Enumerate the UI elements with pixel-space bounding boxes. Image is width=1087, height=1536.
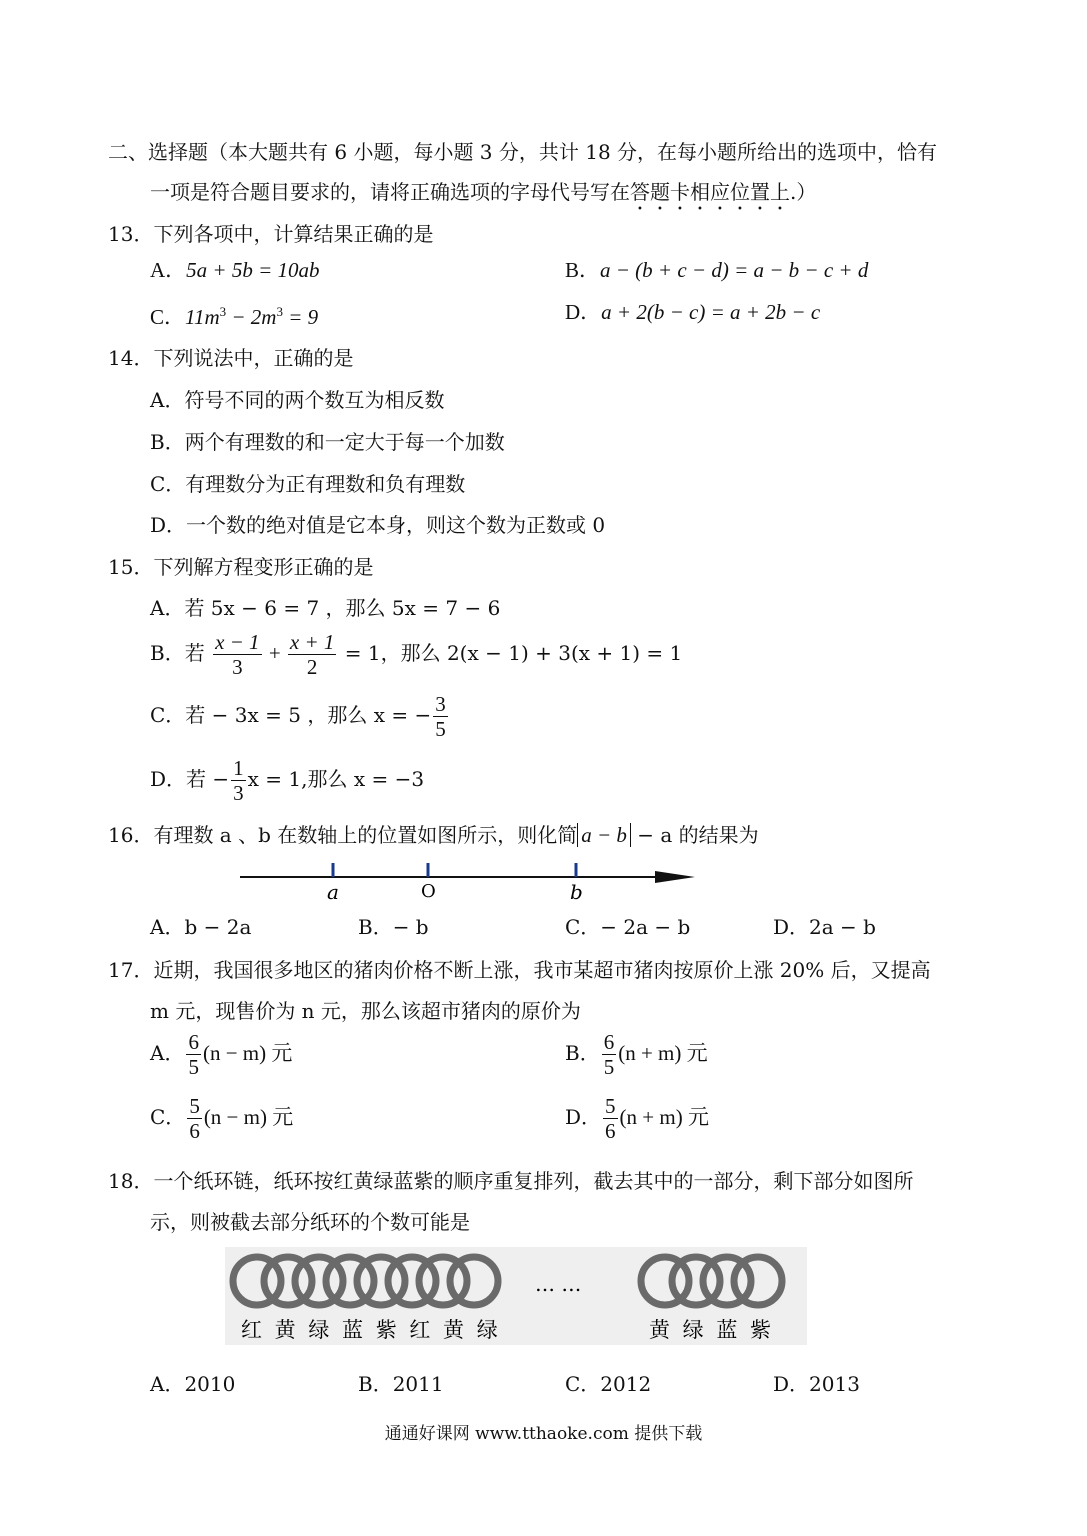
q16-absolute-value: a − b	[577, 823, 631, 847]
q15-b-den1: 3	[232, 655, 243, 679]
q15-b-den2: 2	[306, 655, 318, 679]
q13-option-c	[150, 300, 318, 329]
q17-c-suffix: (n − m) 元	[203, 1105, 294, 1129]
q15-d-den: 3	[233, 781, 244, 805]
q13-c-part1: 11m	[185, 305, 220, 329]
q15-c-prefix: C．若 − 3x = 5 ，那么 x = −	[150, 703, 432, 727]
q17-a-fraction	[186, 1030, 201, 1079]
q14-option-c: C．有理数分为正有理数和负有理数	[150, 472, 466, 496]
q17-b-suffix: (n + m) 元	[618, 1041, 708, 1065]
q18-option-b: B．2011	[358, 1372, 444, 1396]
q17-option-b	[565, 1030, 708, 1086]
q17-stem-line2: m 元，现售价为 n 元，那么该超市猪肉的原价为	[150, 999, 581, 1023]
q17-c-den: 6	[189, 1119, 200, 1143]
q13-a-label: A．	[150, 258, 187, 282]
q13-c-exp1: 3	[219, 304, 227, 319]
label-b: b	[570, 880, 583, 904]
q17-a-num: 6	[188, 1030, 199, 1054]
q17-a-den: 5	[188, 1055, 199, 1079]
q15-option-a: A．若 5x − 6 = 7 ，那么 5x = 7 − 6	[150, 596, 501, 620]
q17-b-fraction	[602, 1030, 617, 1079]
q15-b-num2: x + 1	[289, 630, 335, 654]
section-header-line1: 二、选择题（本大题共有 6 小题，每小题 3 分，共计 18 分，在每小题所给出的选项中，恰有	[108, 140, 938, 164]
q17-option-d	[565, 1094, 709, 1150]
chain-ellipsis: … …	[535, 1272, 582, 1296]
q13-c-part2: − 2m	[226, 305, 277, 329]
q15-b-fraction2	[288, 630, 337, 679]
q17-d-suffix: (n + m) 元	[619, 1105, 709, 1129]
q16-stem	[108, 823, 759, 847]
q16-option-c: C．− 2a − b	[565, 915, 691, 939]
chain-right-colors: 黄 绿 蓝 紫	[649, 1318, 775, 1342]
q13-option-b	[565, 258, 868, 282]
footer-source: 通通好课网 www.tthaoke.com 提供下载	[384, 1424, 703, 1444]
q17-option-a	[150, 1030, 292, 1086]
q14-option-a: A．符号不同的两个数互为相反数	[150, 388, 445, 412]
q18-option-c: C．2012	[565, 1372, 652, 1396]
q15-c-fraction	[433, 692, 448, 741]
q15-option-c	[150, 692, 450, 748]
q15-option-b: B．若 $\frac{x - 1}{3}$ + $\frac{x + 1}{2}$ = 1，那么 2(x − 1) + 3(x + 1) = 1	[150, 630, 683, 679]
section-instruction: 一项是符合题目要求的，请将正确选项的字母代号写在	[150, 180, 630, 204]
q14-stem: 14．下列说法中，正确的是	[108, 346, 354, 370]
q15-b-fraction1	[213, 630, 262, 679]
q15-d-prefix: D．若 −	[150, 767, 230, 791]
section-close: .）	[790, 180, 817, 204]
q13-b-text: a − (b + c − d) = a − b − c + d	[600, 258, 869, 282]
q13-d-text: a + 2(b − c) = a + 2b − c	[601, 300, 821, 324]
q15-c-num: 3	[435, 692, 446, 716]
q17-c-fraction	[187, 1094, 202, 1143]
q17-a-suffix: (n − m) 元	[202, 1041, 293, 1065]
q13-c-label: C．	[150, 305, 186, 329]
q15-b-suffix: = 1，那么 2(x − 1) + 3(x + 1) = 1	[338, 641, 683, 665]
number-line-arrow	[655, 871, 695, 883]
q13-b-label: B．	[565, 258, 601, 282]
q15-stem: 15．下列解方程变形正确的是	[108, 555, 374, 579]
q17-d-fraction	[603, 1094, 618, 1143]
q16-option-b: B．− b	[358, 915, 429, 939]
q17-d-den: 6	[605, 1119, 616, 1143]
q15-option-d	[150, 756, 424, 812]
q15-d-suffix: x = 1,那么 x = −3	[247, 767, 425, 791]
q17-b-num: 6	[603, 1030, 615, 1054]
q14-option-b: B．两个有理数的和一定大于每一个加数	[150, 430, 505, 454]
label-origin: O	[421, 881, 436, 902]
chain-left-colors: 红 黄 绿 蓝 紫 红 黄 绿	[241, 1318, 501, 1342]
q18-stem-line2: 示，则被截去部分纸环的个数可能是	[150, 1210, 470, 1234]
q13-stem: 13．下列各项中，计算结果正确的是	[108, 222, 434, 246]
q17-c-label: C．	[150, 1105, 186, 1129]
q15-b-num1: x − 1	[215, 630, 260, 654]
q18-stem-line1: 18．一个纸环链，纸环按红黄绿蓝紫的顺序重复排列，截去其中的一部分，剩下部分如图所	[108, 1169, 914, 1193]
q17-option-c	[150, 1094, 293, 1150]
q16-stem-prefix: 16．有理数 a 、b 在数轴上的位置如图所示，则化简	[108, 823, 578, 847]
q18-option-d: D．2013	[773, 1372, 860, 1396]
emphasized-answer-location: 答题卡相应位置上	[630, 180, 790, 204]
paper-chain-figure	[225, 1247, 807, 1345]
label-a: a	[327, 880, 339, 904]
number-line-figure	[235, 855, 705, 905]
q17-d-num: 5	[605, 1094, 616, 1118]
q17-stem-line1: 17．近期，我国很多地区的猪肉价格不断上涨，我市某超市猪肉按原价上涨 20% 后，又提高	[108, 958, 931, 982]
q17-c-num: 5	[189, 1094, 200, 1118]
q15-c-den: 5	[435, 717, 446, 741]
q17-d-label: D．	[565, 1105, 602, 1129]
q13-c-exp2: 3	[276, 304, 283, 319]
q16-stem-suffix: − a 的结果为	[630, 823, 759, 847]
q13-option-a	[150, 258, 320, 282]
section-header-line2	[150, 180, 816, 215]
q15-d-fraction	[231, 756, 246, 805]
q13-a-text: 5a + 5b = 10ab	[186, 258, 320, 282]
q16-option-d: D．2a − b	[773, 915, 876, 939]
q13-c-part3: = 9	[282, 305, 319, 329]
q17-b-den: 5	[603, 1055, 615, 1079]
q13-option-d	[565, 300, 820, 324]
q15-b-prefix: B．若	[150, 641, 205, 665]
q17-b-label: B．	[565, 1041, 600, 1065]
q15-d-num: 1	[233, 756, 244, 780]
q18-option-a: A．2010	[150, 1372, 236, 1396]
q13-d-label: D．	[565, 300, 602, 324]
q17-a-label: A．	[150, 1041, 185, 1065]
q14-option-d: D．一个数的绝对值是它本身，则这个数为正数或 0	[150, 513, 606, 537]
q16-option-a: A．b − 2a	[150, 915, 252, 939]
